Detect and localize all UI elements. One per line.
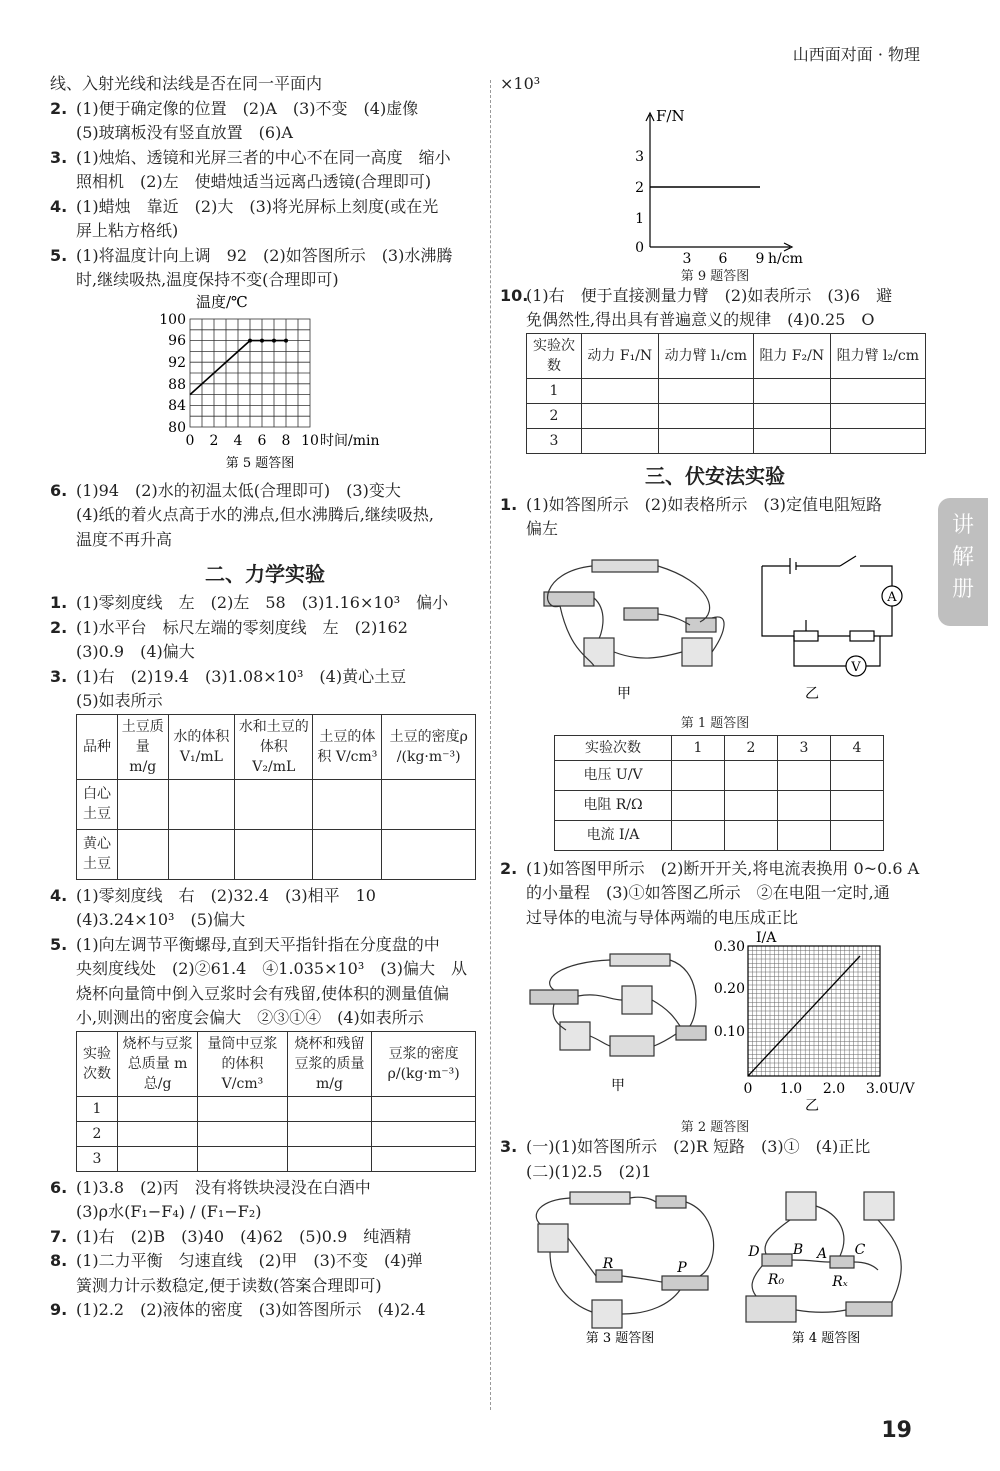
q4-line2: 屏上粘方格纸) (76, 221, 179, 240)
left-column (50, 72, 480, 1323)
m3-line1: 3. (1)右 (2)19.4 (3)1.08×10³ (4)黄心土豆 (50, 666, 407, 686)
fig4-label: B (792, 1242, 804, 1258)
fig9-caption: 第 9 题答图 (680, 268, 750, 284)
fig4-label: C (854, 1242, 866, 1258)
fig5-ytick: 84 (168, 397, 186, 414)
e3-line2: (二)(1)2.5 (2)1 (526, 1161, 652, 1181)
fig9-xtick: 9 (755, 250, 765, 267)
fig9-ytick: 0 (635, 239, 644, 256)
table-row (555, 820, 884, 850)
table-row (527, 378, 926, 403)
fig9-ytick: 1 (635, 210, 644, 227)
fig4-label: Rₓ (832, 1274, 848, 1290)
e2-line3: 过导体的电流与导体两端的电压成正比 (526, 907, 799, 927)
fig5-xtick: 4 (233, 432, 243, 449)
fig1-label: 甲 (617, 685, 631, 702)
fig2-label: 甲 (611, 1078, 625, 1094)
fig5-point (272, 338, 276, 342)
table-cell: 2 (527, 403, 582, 428)
table-header: 阻力臂 l₂/cm (830, 333, 925, 378)
fig9-axes (646, 113, 792, 251)
fig1-physical-circuit (544, 560, 724, 666)
table-cell: 电流 I/A (555, 820, 672, 850)
fig5-ytick: 100 (159, 311, 186, 328)
q5-line2: 时,继续吸热,温度保持不变(合理即可) (76, 270, 339, 289)
q6-line1: 6. (1)94 (2)水的初温太低(合理即可) (3)变大 (50, 480, 401, 500)
table-row (77, 1121, 476, 1146)
m10-line2: 免偶然性,得出具有普遍意义的规律 (4)0.25 O (526, 310, 875, 329)
fig2-ytick: 0.20 (713, 981, 745, 997)
m5-line4: 小,则测出的密度会偏大 ②③①④ (4)如表所示 (76, 1008, 424, 1027)
e3-line1: 3. (一)(1)如答图所示 (2)R 短路 (3)① (4)正比 (500, 1137, 871, 1156)
fig2-caption: 第 2 题答图 (680, 1120, 750, 1135)
side-tab-char: 册 (951, 577, 974, 602)
table-header: 土豆的密度ρ /(kg·m⁻³) (382, 714, 476, 779)
q6-line2: (4)纸的着火点高于水的沸点,但水沸腾后,继续吸热, (76, 505, 434, 524)
fig2-yticks (714, 939, 745, 1040)
m5-line2: 央刻度线处 (2)②61.4 ④1.035×10³ (3)偏大 从 (76, 959, 467, 978)
fig5-ytick: 92 (168, 354, 186, 371)
fig3-fig4-circuits (500, 1184, 930, 1344)
e2-line2: 的小量程 (3)①如答图乙所示 ②在电阻一定时,通 (526, 883, 890, 902)
table-header: 阻力 F₂/N (753, 333, 830, 378)
voltammetry-table (554, 735, 884, 851)
fig5-xtick: 0 (185, 432, 195, 449)
table-header: 实验次数 (77, 1031, 118, 1096)
fig1-meter-v: V (851, 659, 861, 675)
fig4-label: R₀ (767, 1272, 785, 1288)
m6-line1: 6. (1)3.8 (2)丙 没有将铁块浸没在白酒中 (50, 1177, 371, 1197)
fig1-meter-a: A (887, 589, 897, 605)
fig1-label: 乙 (805, 685, 819, 702)
table-row (77, 1146, 476, 1171)
header-title: 山西面对面 · 物理 (792, 45, 920, 64)
q2-line1: 2. (1)便于确定像的位置 (2)A (3)不变 (4)虚像 (50, 98, 419, 118)
fig2-circuit-and-graph (500, 930, 930, 1116)
fig9-xtick: 6 (718, 250, 728, 267)
fig5-xlabel: 时间/min (320, 432, 380, 449)
table-cell: 白心土豆 (77, 779, 118, 829)
table-row (555, 760, 884, 790)
table-row (77, 779, 476, 829)
fig5-point (260, 338, 264, 342)
fig5-caption: 第 5 题答图 (225, 455, 295, 471)
fig5-temperature-graph (50, 293, 480, 475)
fig3-physical-circuit (536, 1192, 713, 1328)
fig1-circuits (500, 542, 930, 712)
e1-line2: 偏左 (526, 519, 559, 538)
fig5-xtick: 2 (209, 432, 219, 449)
fig9-ylabel: F/N (656, 106, 685, 125)
m4-line2: (4)3.24×10³ (5)偏大 (76, 910, 246, 929)
m7-line: 7. (1)右 (2)B (3)40 (4)62 (5)0.9 纯酒精 (50, 1226, 412, 1246)
e1-line1: 1. (1)如答图所示 (2)如表格所示 (3)定值电阻短路 (500, 494, 882, 514)
e2-line1: 2. (1)如答图甲所示 (2)断开开关,将电流表换用 0~0.6 A (500, 858, 920, 878)
table-cell: 1 (527, 378, 582, 403)
m10-line1: 10.(1)右 便于直接测量力臂 (2)如表所示 (3)6 避 (500, 285, 893, 305)
m8-line2: 簧测力计示数稳定,便于读数(答案合理即可) (76, 1275, 382, 1295)
table-header-row (77, 714, 476, 779)
fig2-physical-circuit (530, 954, 706, 1056)
table-header: 量筒中豆浆的体积 V/cm³ (198, 1031, 287, 1096)
fig5-point (248, 338, 252, 342)
soymilk-density-table (76, 1031, 476, 1172)
fig2-ytick: 0.10 (713, 1024, 745, 1040)
table-header: 烧杯与豆浆总质量 m总/g (118, 1031, 198, 1096)
fig5-ylabel: 温度/℃ (196, 292, 248, 311)
fig9-xtick: 3 (682, 250, 692, 267)
section-voltammetry-title: 三、伏安法实验 (645, 463, 785, 488)
fig2-xlabel: U/V (888, 1081, 915, 1097)
q3-line1: 3. (1)烛焰、透镜和光屏三者的中心不在同一高度 缩小 (50, 147, 451, 167)
table-header: 4 (831, 735, 884, 760)
fig5-grid (190, 319, 310, 427)
table-header: 实验次数 (555, 735, 672, 760)
table-cell: 电压 U/V (555, 760, 672, 790)
potato-density-table (76, 714, 476, 880)
m2-line1: 2. (1)水平台 标尺左端的零刻度线 左 (2)162 (50, 617, 408, 637)
fig2-ylabel: I/A (756, 930, 777, 946)
side-tab-char: 讲 (951, 513, 974, 538)
table-cell: 黄心土豆 (77, 829, 118, 879)
fig4-label: A (816, 1246, 828, 1262)
fig5-yticks (159, 312, 186, 436)
side-tab (938, 498, 988, 626)
table-cell: 3 (77, 1146, 118, 1171)
lever-table (526, 333, 926, 454)
table-header: 土豆的体积 V/cm³ (313, 714, 382, 779)
fig2-xtick: 0 (743, 1081, 753, 1097)
fig4-caption: 第 4 题答图 (791, 1331, 861, 1344)
fig9-yticks (635, 149, 644, 256)
table-header: 动力 F₁/N (582, 333, 659, 378)
q3-line2: 照相机 (2)左 使蜡烛适当远离凸透镜(合理即可) (76, 172, 432, 191)
fig9-force-graph (500, 97, 930, 267)
side-tab-char: 解 (951, 545, 974, 570)
m5-line1: 5. (1)向左调节平衡螺母,直到天平指针指在分度盘的中 (50, 934, 440, 954)
fig3-caption: 第 3 题答图 (585, 1331, 655, 1344)
table-header: 实验次数 (527, 333, 582, 378)
m5-line3: 烧杯向量筒中倒入豆浆时会有残留,使体积的测量值偏 (76, 983, 450, 1003)
table-header: 2 (725, 735, 778, 760)
table-header-row (555, 735, 884, 760)
fig9-xlabel: h/cm (768, 250, 803, 267)
fig5-ytick: 80 (168, 419, 186, 436)
m8-line1: 8. (1)二力平衡 匀速直线 (2)甲 (3)不变 (4)弹 (50, 1251, 423, 1270)
table-header: 豆浆的密度ρ/(kg·m⁻³) (372, 1031, 476, 1096)
m2-line2: (3)0.9 (4)偏大 (76, 642, 195, 661)
fig9-ytick: 3 (635, 148, 644, 165)
q1-tail: 线、入射光线和法线是否在同一平面内 (50, 74, 323, 93)
fig2-graph-grid (748, 946, 880, 1076)
m4-line1: 4. (1)零刻度线 右 (2)32.4 (3)相平 10 (50, 885, 376, 905)
table-header: 水和土豆的体积 V₂/mL (235, 714, 313, 779)
fig5-xtick: 6 (257, 432, 267, 449)
fig3-label-r: R (602, 1256, 614, 1272)
right-column (500, 72, 930, 1348)
fig5-xticks (186, 433, 319, 449)
fig5-xtick: 10 (301, 432, 319, 449)
table-cell: 2 (77, 1121, 118, 1146)
q4-line1: 4. (1)蜡烛 靠近 (2)大 (3)将光屏标上刻度(或在光 (50, 196, 439, 216)
table-header: 3 (778, 735, 831, 760)
table-header: 动力臂 l₁/cm (658, 333, 753, 378)
q6-line3: 温度不再升高 (76, 529, 173, 549)
table-header: 1 (672, 735, 725, 760)
m1-line: 1. (1)零刻度线 左 (2)左 58 (3)1.16×10³ 偏小 (50, 593, 449, 612)
fig1-schematic (762, 556, 902, 676)
fig2-xtick: 3.0 (865, 1081, 889, 1097)
table-cell: 电阻 R/Ω (555, 790, 672, 820)
table-header-row (77, 1031, 476, 1096)
table-row (77, 1096, 476, 1121)
fig9-ytick: 2 (635, 179, 644, 196)
column-divider (490, 80, 491, 1410)
table-header: 土豆质量 m/g (118, 714, 169, 779)
page-number: 19 (881, 1418, 912, 1443)
fig5-xtick: 8 (281, 432, 291, 449)
table-cell: 1 (77, 1096, 118, 1121)
fig1-caption: 第 1 题答图 (680, 715, 750, 731)
fig5-point (284, 338, 288, 342)
fig4-label: D (748, 1244, 760, 1260)
m9-line: 9. (1)2.2 (2)液体的密度 (3)如答图所示 (4)2.4 (50, 1300, 426, 1319)
q2-line2: (5)玻璃板没有竖直放置 (6)A (76, 123, 293, 142)
fig5-ytick: 96 (168, 332, 186, 349)
fig2-xtick: 1.0 (779, 1081, 803, 1097)
q5-line1: 5. (1)将温度计向上调 92 (2)如答图所示 (3)水沸腾 (50, 245, 453, 265)
m9-tail: ×10³ (500, 74, 541, 93)
fig2-data-line (748, 956, 860, 1076)
table-cell: 3 (527, 428, 582, 453)
table-header: 水的体积 V₁/mL (168, 714, 235, 779)
table-row (555, 790, 884, 820)
fig5-ytick: 88 (168, 376, 186, 393)
table-row (527, 403, 926, 428)
page-header (0, 0, 1000, 70)
fig2-label: 乙 (805, 1098, 819, 1114)
table-row (77, 829, 476, 879)
table-row (527, 428, 926, 453)
fig2-xticks (744, 1081, 889, 1097)
fig3-label-p: P (677, 1260, 687, 1276)
table-header: 烧杯和残留豆浆的质量 m/g (287, 1031, 372, 1096)
fig2-ytick: 0.30 (713, 939, 745, 955)
m6-line2: (3)ρ水(F₁−F₄) / (F₁−F₂) (76, 1202, 262, 1221)
m3-line2: (5)如表所示 (76, 691, 163, 710)
fig2-xtick: 2.0 (822, 1081, 846, 1097)
table-header-row (527, 333, 926, 378)
section-mechanics-title: 二、力学实验 (205, 562, 325, 586)
table-header: 品种 (77, 714, 118, 779)
